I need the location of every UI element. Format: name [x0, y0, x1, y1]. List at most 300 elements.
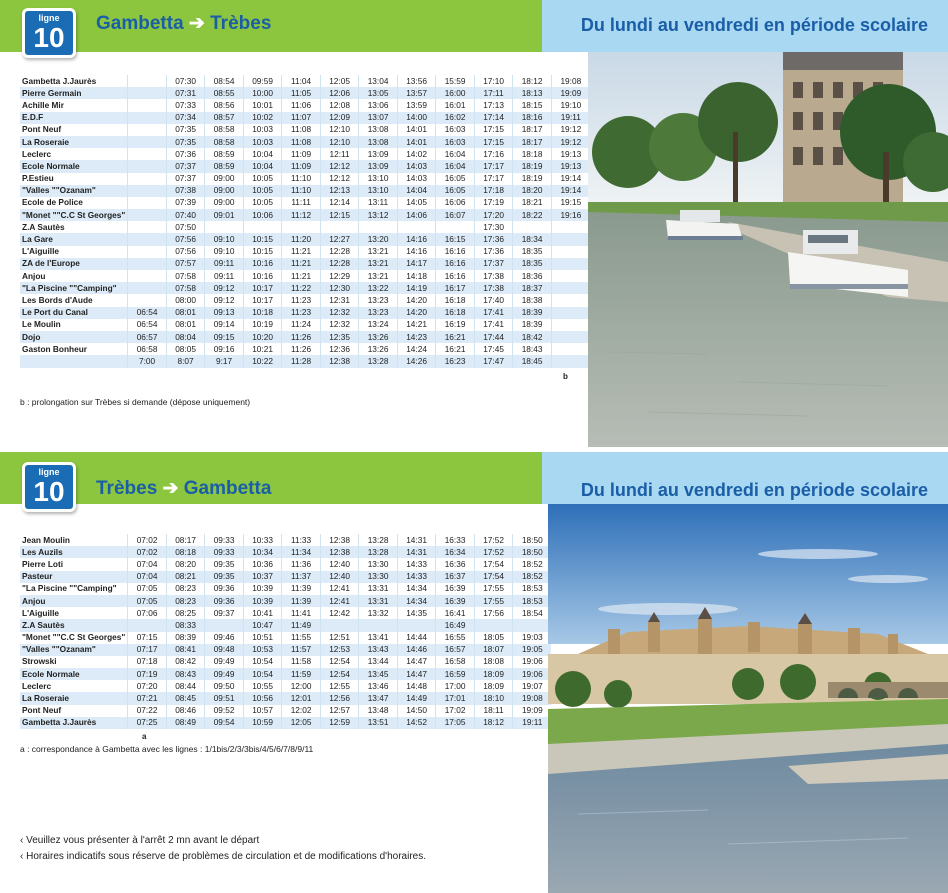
- table-row: [20, 99, 590, 111]
- canal-photo-illustration: [588, 52, 948, 447]
- departure-time: 14:17: [397, 258, 436, 270]
- departure-time: 14:49: [397, 692, 436, 704]
- departure-time: 11:37: [282, 571, 321, 583]
- line-badge-label: ligne: [38, 13, 60, 23]
- departure-time: [551, 258, 590, 270]
- departure-time: 08:49: [166, 717, 205, 729]
- departure-time: 10:05: [243, 173, 282, 185]
- stop-name: ZA de l'Europe: [20, 258, 128, 270]
- departure-time: 08:58: [205, 136, 244, 148]
- departure-time: 17:36: [474, 233, 513, 245]
- departure-time: [551, 319, 590, 331]
- departure-time: 16:16: [436, 270, 475, 282]
- departure-time: 12:38: [320, 534, 359, 546]
- departure-time: [359, 221, 398, 233]
- departure-time: 18:16: [513, 112, 552, 124]
- departure-time: 19:07: [513, 680, 552, 692]
- departure-time: 16:00: [436, 87, 475, 99]
- departure-time: [128, 233, 167, 245]
- departure-time: 13:26: [359, 343, 398, 355]
- departure-time: 17:56: [474, 607, 513, 619]
- route-from: Gambetta: [96, 13, 184, 34]
- departure-time: 19:12: [551, 124, 590, 136]
- departure-time: 09:59: [243, 75, 282, 87]
- departure-time: 18:17: [513, 136, 552, 148]
- departure-time: 12:06: [320, 87, 359, 99]
- departure-time: 08:42: [166, 656, 205, 668]
- departure-time: 10:16: [243, 270, 282, 282]
- departure-time: 13:12: [359, 209, 398, 221]
- departure-time: 12:36: [320, 343, 359, 355]
- departure-time: 10:19: [243, 319, 282, 331]
- advice-line-2: ‹ Horaires indicatifs sous réserve de problèmes de circulation et de modifications d'horaires.: [20, 851, 426, 862]
- route-from: Trèbes: [96, 478, 158, 499]
- departure-time: 12:00: [282, 680, 321, 692]
- departure-time: 13:45: [359, 668, 398, 680]
- departure-time: 13:21: [359, 258, 398, 270]
- departure-time: 14:33: [397, 571, 436, 583]
- departure-time: 16:33: [436, 534, 475, 546]
- stop-name: Leclerc: [22, 680, 52, 691]
- departure-time: 7:00: [128, 355, 167, 367]
- departure-time: 14:01: [397, 136, 436, 148]
- departure-time: 12:02: [282, 705, 321, 717]
- departure-time: 09:00: [205, 197, 244, 209]
- departure-time: 19:08: [513, 692, 552, 704]
- canal-boats-photo: [588, 52, 948, 447]
- departure-time: 07:17: [128, 644, 167, 656]
- departure-time: 07:30: [166, 75, 205, 87]
- route-arrow-icon: ➔: [162, 478, 179, 499]
- stop-name: Pont Neuf: [22, 124, 62, 135]
- departure-time: 08:18: [166, 546, 205, 558]
- departure-time: 13:28: [359, 534, 398, 546]
- departure-time: 12:41: [320, 583, 359, 595]
- departure-time: 14:03: [397, 160, 436, 172]
- departure-time: 09:12: [205, 294, 244, 306]
- departure-time: 17:37: [474, 258, 513, 270]
- departure-time: 18:53: [513, 583, 552, 595]
- departure-time: 13:57: [397, 87, 436, 99]
- departure-time: 10:47: [243, 619, 282, 631]
- departure-time: 16:19: [436, 319, 475, 331]
- departure-time: 18:37: [513, 282, 552, 294]
- departure-time: [551, 282, 590, 294]
- departure-time: 10:36: [243, 558, 282, 570]
- inbound-timetable: [20, 534, 551, 729]
- departure-time: 14:00: [397, 112, 436, 124]
- departure-time: 10:54: [243, 656, 282, 668]
- table-row: [20, 307, 590, 319]
- departure-time: 07:18: [128, 656, 167, 668]
- departure-time: 17:47: [474, 355, 513, 367]
- departure-time: 14:20: [397, 294, 436, 306]
- departure-time: [128, 136, 167, 148]
- departure-time: 07:25: [128, 717, 167, 729]
- departure-time: 17:00: [436, 680, 475, 692]
- table-row: [20, 355, 590, 367]
- departure-time: 10:04: [243, 148, 282, 160]
- departure-time: 17:18: [474, 185, 513, 197]
- departure-time: 08:05: [166, 343, 205, 355]
- departure-time: 17:10: [474, 75, 513, 87]
- departure-time: 17:15: [474, 124, 513, 136]
- departure-time: 18:21: [513, 197, 552, 209]
- departure-time: 06:57: [128, 331, 167, 343]
- departure-time: 13:10: [359, 185, 398, 197]
- departure-time: 12:29: [320, 270, 359, 282]
- departure-time: 13:30: [359, 558, 398, 570]
- departure-time: 06:54: [128, 307, 167, 319]
- table-row: [20, 680, 551, 692]
- departure-time: 14:20: [397, 307, 436, 319]
- departure-time: 12:38: [320, 546, 359, 558]
- departure-time: 08:01: [166, 307, 205, 319]
- departure-time: 07:02: [128, 546, 167, 558]
- departure-time: 14:34: [397, 595, 436, 607]
- departure-time: 17:40: [474, 294, 513, 306]
- departure-time: 10:22: [243, 355, 282, 367]
- stop-name: La Roseraie: [20, 692, 128, 704]
- departure-time: 13:26: [359, 331, 398, 343]
- departure-time: 13:41: [359, 632, 398, 644]
- departure-time: [551, 221, 590, 233]
- departure-time: 14:21: [397, 319, 436, 331]
- departure-time: 13:06: [359, 99, 398, 111]
- departure-time: 17:55: [474, 595, 513, 607]
- departure-time: 12:30: [320, 282, 359, 294]
- departure-time: 06:54: [128, 319, 167, 331]
- departure-time: 11:41: [282, 607, 321, 619]
- departure-time: 16:07: [436, 209, 475, 221]
- departure-time: 09:50: [205, 680, 244, 692]
- departure-time: 14:34: [397, 583, 436, 595]
- departure-time: 13:31: [359, 583, 398, 595]
- stop-name: Anjou: [20, 595, 128, 607]
- departure-time: 07:58: [166, 270, 205, 282]
- departure-time: 17:52: [474, 546, 513, 558]
- departure-time: 07:15: [128, 632, 167, 644]
- departure-time: 09:12: [205, 282, 244, 294]
- old-bridge: [828, 682, 948, 698]
- stop-name: La Gare: [20, 233, 128, 245]
- departure-time: 18:15: [513, 99, 552, 111]
- departure-time: 11:26: [282, 343, 321, 355]
- line-badge: [22, 8, 76, 58]
- departure-time: 11:49: [282, 619, 321, 631]
- departure-time: 13:21: [359, 246, 398, 258]
- departure-time: 07:06: [128, 607, 167, 619]
- departure-time: 17:14: [474, 112, 513, 124]
- departure-time: 13:10: [359, 173, 398, 185]
- departure-time: 10:55: [243, 680, 282, 692]
- stop-name: "Monet ""C.C St Georges": [20, 209, 128, 221]
- stop-name: Achille Mir: [22, 99, 64, 110]
- departure-time: 16:04: [436, 160, 475, 172]
- departure-time: 18:13: [513, 87, 552, 99]
- stop-name: Jean Moulin: [22, 534, 70, 545]
- departure-time: 08:58: [205, 124, 244, 136]
- departure-time: 08:59: [205, 160, 244, 172]
- departure-time: 11:07: [282, 112, 321, 124]
- departure-time: 13:59: [397, 99, 436, 111]
- departure-time: 11:10: [282, 173, 321, 185]
- departure-time: 08:20: [166, 558, 205, 570]
- table-row: [20, 595, 551, 607]
- departure-time: 11:21: [282, 258, 321, 270]
- departure-time: 09:36: [205, 583, 244, 595]
- departure-time: 10:02: [243, 112, 282, 124]
- departure-time: 09:13: [205, 307, 244, 319]
- stop-name: P.Estieu: [22, 173, 54, 184]
- departure-time: [128, 185, 167, 197]
- departure-time: 08:04: [166, 331, 205, 343]
- table-row: [20, 136, 590, 148]
- departure-time: 12:51: [320, 632, 359, 644]
- stop-name: "La Piscine ""Camping": [22, 583, 117, 594]
- departure-time: 13:43: [359, 644, 398, 656]
- departure-time: 18:05: [474, 632, 513, 644]
- departure-time: 09:16: [205, 343, 244, 355]
- departure-time: 08:39: [166, 632, 205, 644]
- departure-time: 17:17: [474, 173, 513, 185]
- table-row: [20, 294, 590, 306]
- departure-time: 07:02: [128, 534, 167, 546]
- departure-time: 13:09: [359, 160, 398, 172]
- departure-time: 11:08: [282, 136, 321, 148]
- departure-time: 12:12: [320, 173, 359, 185]
- departure-time: 16:23: [436, 355, 475, 367]
- departure-time: 11:26: [282, 331, 321, 343]
- departure-time: 09:36: [205, 595, 244, 607]
- departure-time: 10:06: [243, 209, 282, 221]
- departure-time: 12:28: [320, 246, 359, 258]
- departure-time: 14:47: [397, 656, 436, 668]
- departure-time: 16:21: [436, 331, 475, 343]
- departure-time: 07:40: [166, 209, 205, 221]
- departure-time: 13:07: [359, 112, 398, 124]
- departure-time: 10:56: [243, 692, 282, 704]
- departure-time: 18:35: [513, 246, 552, 258]
- departure-time: 11:04: [282, 75, 321, 87]
- departure-time: 18:18: [513, 148, 552, 160]
- departure-time: [128, 258, 167, 270]
- departure-time: 10:15: [243, 233, 282, 245]
- departure-time: 11:09: [282, 160, 321, 172]
- departure-time: 18:07: [474, 644, 513, 656]
- departure-time: [128, 619, 167, 631]
- departure-time: [128, 124, 167, 136]
- departure-time: 14:50: [397, 705, 436, 717]
- departure-time: 11:36: [282, 558, 321, 570]
- departure-time: 09:52: [205, 705, 244, 717]
- departure-time: 10:03: [243, 136, 282, 148]
- departure-time: 16:21: [436, 343, 475, 355]
- departure-time: 13:47: [359, 692, 398, 704]
- departure-time: 18:17: [513, 124, 552, 136]
- departure-time: 18:11: [474, 705, 513, 717]
- departure-time: 13:31: [359, 595, 398, 607]
- departure-time: [243, 221, 282, 233]
- departure-time: 14:24: [397, 343, 436, 355]
- departure-time: [551, 270, 590, 282]
- departure-time: 16:55: [436, 632, 475, 644]
- outbound-footnote: b : prolongation sur Trèbes si demande (dépose uniquement): [20, 397, 251, 407]
- departure-time: 16:18: [436, 294, 475, 306]
- departure-time: 14:47: [397, 668, 436, 680]
- departure-time: 07:37: [166, 160, 205, 172]
- departure-time: 11:34: [282, 546, 321, 558]
- departure-time: 11:23: [282, 307, 321, 319]
- departure-time: [128, 221, 167, 233]
- departure-time: [128, 87, 167, 99]
- departure-time: 13:23: [359, 307, 398, 319]
- departure-time: 11:22: [282, 282, 321, 294]
- departure-time: 08:46: [166, 705, 205, 717]
- stop-name: Les Auzils: [20, 546, 128, 558]
- departure-time: 10:03: [243, 124, 282, 136]
- departure-time: 13:28: [359, 546, 398, 558]
- table-row: [20, 282, 590, 294]
- departure-time: 16:05: [436, 173, 475, 185]
- departure-time: 12:32: [320, 319, 359, 331]
- departure-time: 17:45: [474, 343, 513, 355]
- departure-time: 14:52: [397, 717, 436, 729]
- departure-time: 18:52: [513, 571, 552, 583]
- departure-time: 14:31: [397, 546, 436, 558]
- table-row: [20, 270, 590, 282]
- table-row: [20, 87, 590, 99]
- departure-time: 18:43: [513, 343, 552, 355]
- departure-time: 10:05: [243, 185, 282, 197]
- stop-name: Leclerc: [22, 148, 52, 159]
- departure-time: 07:58: [166, 282, 205, 294]
- departure-time: 07:33: [166, 99, 205, 111]
- departure-time: 12:54: [320, 656, 359, 668]
- departure-time: 14:35: [397, 607, 436, 619]
- departure-time: 11:39: [282, 583, 321, 595]
- departure-time: 08:54: [205, 75, 244, 87]
- outbound-header: [0, 0, 948, 52]
- departure-time: 13:30: [359, 571, 398, 583]
- outbound-route-title: [96, 12, 271, 35]
- departure-time: 11:06: [282, 99, 321, 111]
- stop-name: Gaston Bonheur: [22, 343, 87, 354]
- departure-time: [128, 148, 167, 160]
- table-row: [20, 571, 551, 583]
- departure-time: 18:52: [513, 558, 552, 570]
- table-row: [20, 558, 551, 570]
- departure-time: 17:38: [474, 282, 513, 294]
- departure-time: 10:05: [243, 197, 282, 209]
- departure-time: 19:03: [513, 632, 552, 644]
- departure-time: 10:39: [243, 583, 282, 595]
- departure-time: 07:34: [166, 112, 205, 124]
- departure-time: 08:23: [166, 583, 205, 595]
- departure-time: 08:45: [166, 692, 205, 704]
- departure-time: 18:22: [513, 209, 552, 221]
- departure-time: 09:11: [205, 258, 244, 270]
- departure-time: 18:20: [513, 185, 552, 197]
- departure-time: [474, 619, 513, 631]
- departure-time: 08:33: [166, 619, 205, 631]
- departure-time: 10:16: [243, 258, 282, 270]
- departure-time: 10:51: [243, 632, 282, 644]
- departure-time: 17:36: [474, 246, 513, 258]
- departure-time: 19:06: [513, 656, 552, 668]
- departure-time: 14:18: [397, 270, 436, 282]
- line-badge: [22, 462, 76, 512]
- departure-time: 18:10: [474, 692, 513, 704]
- table-row: [20, 148, 590, 160]
- departure-time: 16:05: [436, 185, 475, 197]
- departure-time: 11:57: [282, 644, 321, 656]
- stop-name: Pont Neuf: [22, 705, 62, 716]
- departure-time: 17:41: [474, 319, 513, 331]
- departure-time: [551, 331, 590, 343]
- departure-time: 12:41: [320, 595, 359, 607]
- departure-time: 11:20: [282, 233, 321, 245]
- departure-time: [128, 99, 167, 111]
- table-row: [20, 160, 590, 172]
- departure-time: [282, 221, 321, 233]
- departure-time: 12:32: [320, 307, 359, 319]
- table-row: [20, 583, 551, 595]
- departure-time: 07:35: [166, 124, 205, 136]
- departure-time: 09:33: [205, 546, 244, 558]
- departure-time: 14:23: [397, 331, 436, 343]
- departure-time: 10:17: [243, 294, 282, 306]
- route-arrow-icon: ➔: [188, 13, 205, 34]
- departure-time: [436, 221, 475, 233]
- departure-time: 10:18: [243, 307, 282, 319]
- departure-time: 18:09: [474, 668, 513, 680]
- departure-time: 18:36: [513, 270, 552, 282]
- departure-time: 08:21: [166, 571, 205, 583]
- departure-time: [205, 619, 244, 631]
- departure-time: 11:33: [282, 534, 321, 546]
- departure-time: 14:16: [397, 233, 436, 245]
- table-row: [20, 705, 551, 717]
- departure-time: 08:59: [205, 148, 244, 160]
- table-row: [20, 75, 590, 87]
- departure-time: 13:20: [359, 233, 398, 245]
- departure-time: 18:12: [513, 75, 552, 87]
- departure-time: 17:11: [474, 87, 513, 99]
- stop-name: Strowski: [22, 656, 57, 667]
- departure-time: 13:46: [359, 680, 398, 692]
- departure-time: 19:08: [551, 75, 590, 87]
- departure-time: 12:55: [320, 680, 359, 692]
- table-row: [20, 644, 551, 656]
- departure-time: 09:46: [205, 632, 244, 644]
- departure-time: 07:37: [166, 173, 205, 185]
- departure-time: 17:15: [474, 136, 513, 148]
- departure-time: 08:00: [166, 294, 205, 306]
- departure-time: 11:05: [282, 87, 321, 99]
- departure-time: 08:44: [166, 680, 205, 692]
- departure-time: 08:17: [166, 534, 205, 546]
- table-row: [20, 717, 551, 729]
- departure-time: 07:21: [128, 692, 167, 704]
- stop-name: Pierre Germain: [20, 87, 128, 99]
- departure-time: 12:10: [320, 124, 359, 136]
- departure-time: 18:50: [513, 534, 552, 546]
- departure-time: 08:01: [166, 319, 205, 331]
- departure-time: 12:12: [320, 160, 359, 172]
- departure-time: 10:04: [243, 160, 282, 172]
- departure-time: 12:11: [320, 148, 359, 160]
